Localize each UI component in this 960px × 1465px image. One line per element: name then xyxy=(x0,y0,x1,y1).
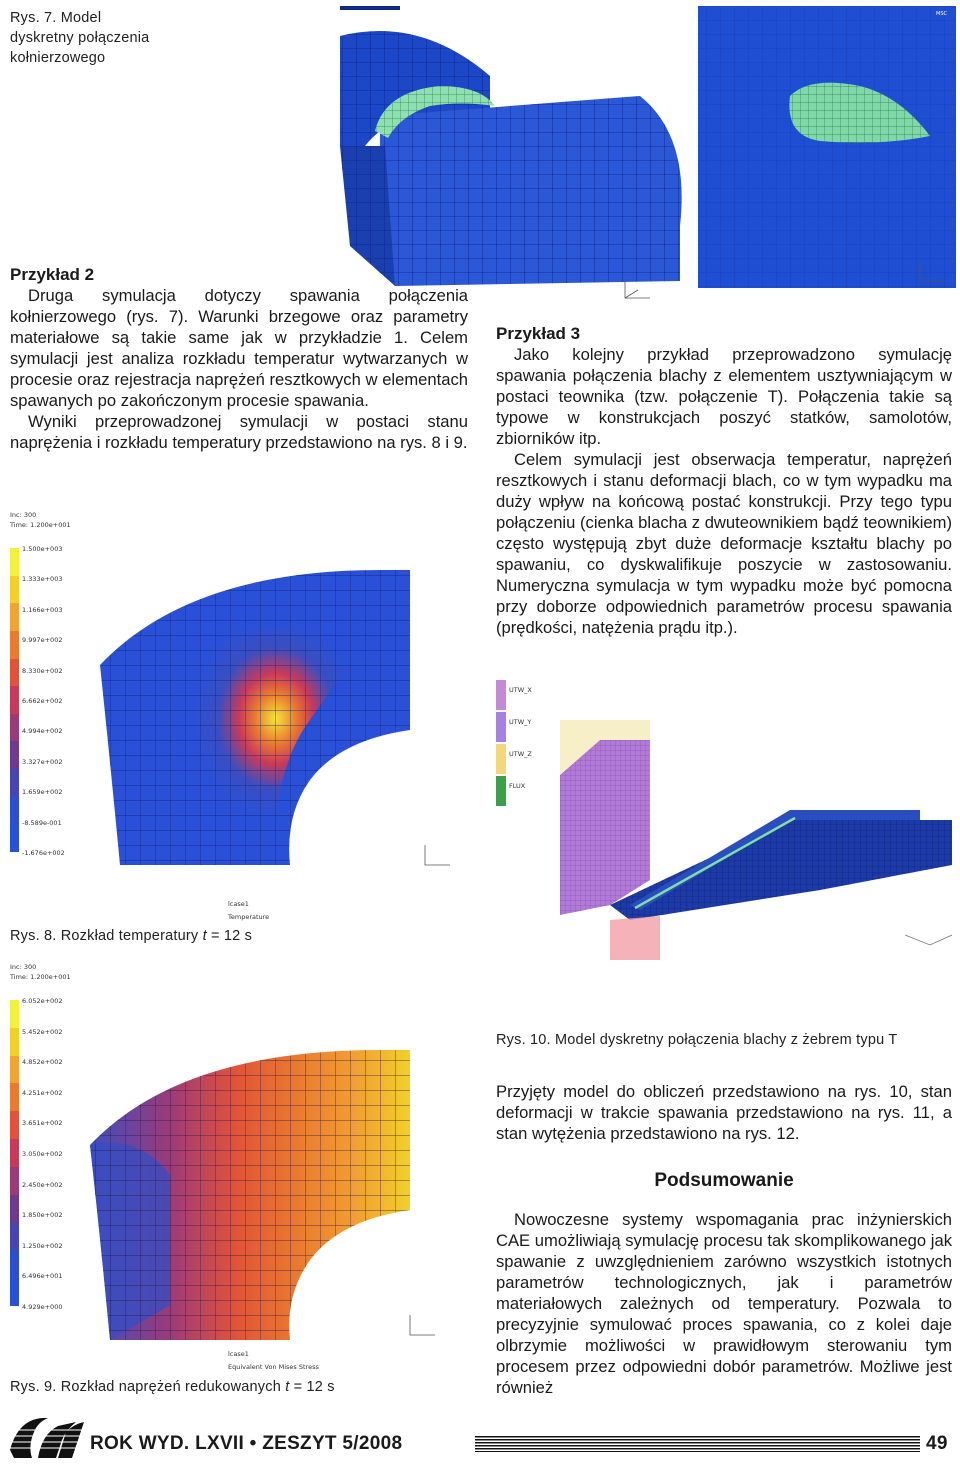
summary-section xyxy=(496,1209,952,1398)
fig8-legend-label: -8.589e-001 xyxy=(22,818,62,827)
fig9-legend-swatch xyxy=(10,1139,19,1167)
fig8-legend-label: 1.500e+003 xyxy=(22,545,63,553)
fig9-legend-label: 2.450e+002 xyxy=(22,1180,63,1189)
fig8-legend-swatch xyxy=(10,741,19,769)
fig8-legend-label: 4.994e+002 xyxy=(22,727,63,736)
fig9-inc: Inc: 300 xyxy=(10,963,37,971)
fig9-lcase: lcase1 xyxy=(228,1350,249,1358)
msc-label: MSC xyxy=(936,11,947,17)
fig10-legend-label: FLUX xyxy=(509,782,526,790)
example2-title: Przykład 2 xyxy=(10,265,95,284)
fig9-legend-label: 3.651e+002 xyxy=(22,1119,63,1128)
fig8-time: Time: 1.200e+001 xyxy=(10,521,71,529)
fig8-quantity: Temperature xyxy=(228,913,270,921)
fig8-legend-label: 6.662e+002 xyxy=(22,697,63,705)
fig8-legend-swatch xyxy=(10,659,19,687)
model-paragraph-text: Przyjęty model do obliczeń przedstawiono na rys. 10, stan deformacji w trakcie spawania przedstawiono na rys. 11, a stan wytężenia przedstawiono na rys. 12. xyxy=(496,1082,952,1143)
example3-section xyxy=(496,323,952,638)
journal-logo xyxy=(8,1410,88,1460)
fig8-inc: Inc: 300 xyxy=(10,511,37,519)
page-number: 49 xyxy=(926,1433,948,1454)
fig9-legend-swatch xyxy=(10,1000,19,1028)
fig8-legend-swatch xyxy=(10,548,19,576)
example2-paragraph2: Wyniki przeprowadzonej symulacji w postaci stanu naprężenia i rozkładu temperatury przedstawiono na rys. 8 i 9. xyxy=(10,412,468,452)
fig9-caption: Rys. 9. Rozkład naprężeń redukowanych t = 12 s xyxy=(10,1379,335,1395)
fig8-legend xyxy=(10,545,80,880)
fig9-legend-label: 6.496e+001 xyxy=(22,1272,63,1281)
fig9-legend-label: 6.052e+002 xyxy=(22,997,63,1005)
fig8-legend-swatch xyxy=(10,603,19,631)
fig10-legend-swatch xyxy=(496,680,506,710)
fig9-legend-label: 1.850e+002 xyxy=(22,1211,63,1220)
fig8-legend-swatch xyxy=(10,824,19,852)
fig9-time: Time: 1.200e+001 xyxy=(10,973,71,981)
fig9-legend-swatch xyxy=(10,1195,19,1223)
fig10-legend-swatch xyxy=(496,712,506,742)
example2-section xyxy=(10,264,468,453)
fig9-legend-swatch xyxy=(10,1111,19,1139)
fig8-legend-label: 1.166e+003 xyxy=(22,605,63,614)
example2-paragraph1: Druga symulacja dotyczy spawania połączenia kołnierzowego (rys. 7). Warunki brzegowe oraz parametry materiałowe są takie same jak w przykładzie 1. Celem symulacji jest analiza rozkładu temperatur wytwarzanych w procesie oraz rejestracja naprężeń resztkowych w elementach spawanych po zakończonym procesie spawania. xyxy=(10,286,468,410)
fig9-legend-label: 4.852e+002 xyxy=(22,1058,63,1067)
fig9-legend-swatch xyxy=(10,1223,19,1251)
fig9-legend-label: 4.929e+000 xyxy=(22,1303,63,1311)
fig8-legend-swatch xyxy=(10,714,19,742)
fig10-legend-label: UTW_X xyxy=(509,686,532,694)
fig9-legend-swatch xyxy=(10,1167,19,1195)
fig8-legend-label: 1.659e+002 xyxy=(22,788,63,797)
model-paragraph xyxy=(496,1081,952,1144)
summary-title: Podsumowanie xyxy=(654,1170,794,1191)
fig8-legend-label: 8.330e+002 xyxy=(22,666,63,675)
fig7-caption: Rys. 7. Model dyskretny połączenia kołnierzowego xyxy=(10,10,150,66)
fig8-legend-swatch xyxy=(10,769,19,797)
fig8-legend-label: 1.333e+003 xyxy=(22,575,63,584)
fig8-lcase: lcase1 xyxy=(228,900,249,908)
fig9-legend-swatch xyxy=(10,1028,19,1056)
fig7-image xyxy=(160,6,956,306)
fig8-image xyxy=(80,560,480,870)
fig8-legend-label: -1.676e+002 xyxy=(22,849,65,857)
fig9-legend-label: 3.050e+002 xyxy=(22,1150,63,1158)
fig9-legend-label: 1.250e+002 xyxy=(22,1241,63,1250)
fig10-legend-label: UTW_Y xyxy=(509,718,532,726)
fig9-legend-label: 4.251e+002 xyxy=(22,1088,63,1097)
fig9-image xyxy=(80,1045,480,1345)
fig9-quantity: Equivalent Von Mises Stress xyxy=(228,1363,319,1371)
fig10-legend-label: UTW_Z xyxy=(509,750,532,758)
fig10-caption: Rys. 10. Model dyskretny połączenia blachy z żebrem typu T xyxy=(496,1032,898,1048)
example3-title: Przykład 3 xyxy=(496,324,581,343)
fig9-legend-swatch xyxy=(10,1250,19,1278)
fig9-legend-swatch xyxy=(10,1278,19,1306)
fig9-legend-swatch xyxy=(10,1083,19,1111)
fig9-legend xyxy=(10,997,80,1336)
example3-paragraph2: Celem symulacji jest obserwacja temperatur, naprężeń resztkowych i stanu deformacji blach, co w tym wypadku ma duży wpływ na końcową postać konstrukcji. Przy tego typu połączeniu (cienka blacha z dwuteownikiem bądź teownikiem) często występują zbyt duże deformacje kształtu blachy po spawaniu, co dyskwalifikuje poszycie w zastosowaniu. Numeryczna symulacja w tym wypadku może być pomocna przy doborze odpowiednich parametrów procesu spawania (prędkości, natężenia prądu itp.). xyxy=(496,450,952,637)
fig8-legend-swatch xyxy=(10,686,19,714)
summary-paragraph: Nowoczesne systemy wspomagania prac inżynierskich CAE umożliwiają symulację procesu tak skomplikowanego jak spawanie z uwzględnieniem zarówno wszystkich istotnych parametrów technologicznych, jak i parametrów materiałowych zależnych od temperatury. Pozwala to precyzyjnie symulować proces spawania, co z kolei daje olbrzymie możliwości w prawidłowym sterowaniu tym procesem przez odpowiedni dobór parametrów. Możliwe jest również xyxy=(496,1210,952,1397)
fig8-legend-label: 3.327e+002 xyxy=(22,757,63,766)
footer-rule xyxy=(475,1436,920,1452)
fig8-legend-label: 9.997e+002 xyxy=(22,636,63,645)
footer-journal: ROK WYD. LXVII • ZESZYT 5/2008 xyxy=(90,1433,403,1454)
fig10-legend xyxy=(496,680,556,815)
fig9-legend-label: 5.452e+002 xyxy=(22,1027,63,1036)
example3-paragraph1: Jako kolejny przykład przeprowadzono symulację spawania połączenia blachy z elementem usztywniającym w postaci teownika (tzw. połączenie T). Połączenia takie są typowe w konstrukcjach poszyć statków, samolotów, zbiorników itp. xyxy=(496,345,952,448)
fig8-legend-swatch xyxy=(10,576,19,604)
fig9-legend-swatch xyxy=(10,1056,19,1084)
fig8-legend-bar xyxy=(10,548,19,880)
fig10-legend-swatch xyxy=(496,744,506,774)
fig8-legend-swatch xyxy=(10,797,19,825)
fig8-legend-swatch xyxy=(10,631,19,659)
fig10-image xyxy=(560,680,952,960)
fig8-caption: Rys. 8. Rozkład temperatury t = 12 s xyxy=(10,928,253,944)
fig10-legend-swatch xyxy=(496,776,506,806)
fig9-legend-bar xyxy=(10,1000,19,1336)
